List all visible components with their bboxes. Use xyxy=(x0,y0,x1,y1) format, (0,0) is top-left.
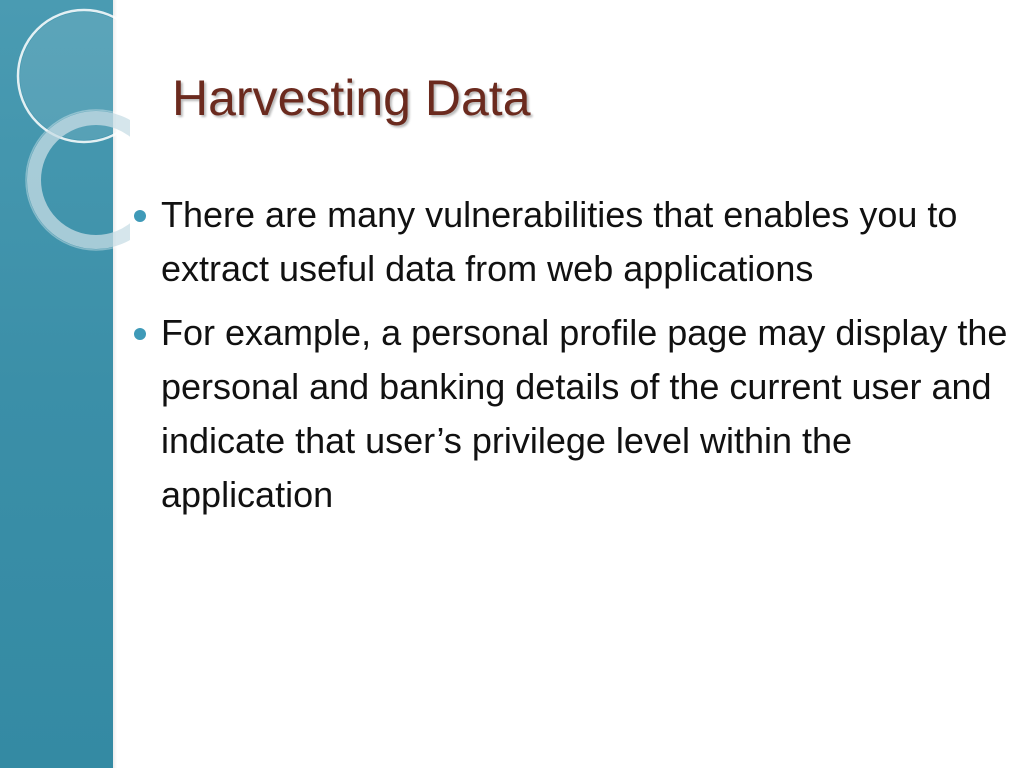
bullet-item xyxy=(130,306,1010,522)
bullet-icon xyxy=(134,328,146,340)
bullet-icon xyxy=(134,210,146,222)
bullet-list xyxy=(130,188,1010,532)
decorative-rings xyxy=(0,0,130,260)
bullet-item xyxy=(130,188,1010,296)
bullet-text: For example, a personal profile page may display the personal and banking details of the current user and indicate that user’s privilege level within the application xyxy=(161,312,1008,515)
bullet-text: There are many vulnerabilities that enables you to extract useful data from web applications xyxy=(161,194,958,289)
slide-title: Harvesting Data xyxy=(172,70,531,126)
